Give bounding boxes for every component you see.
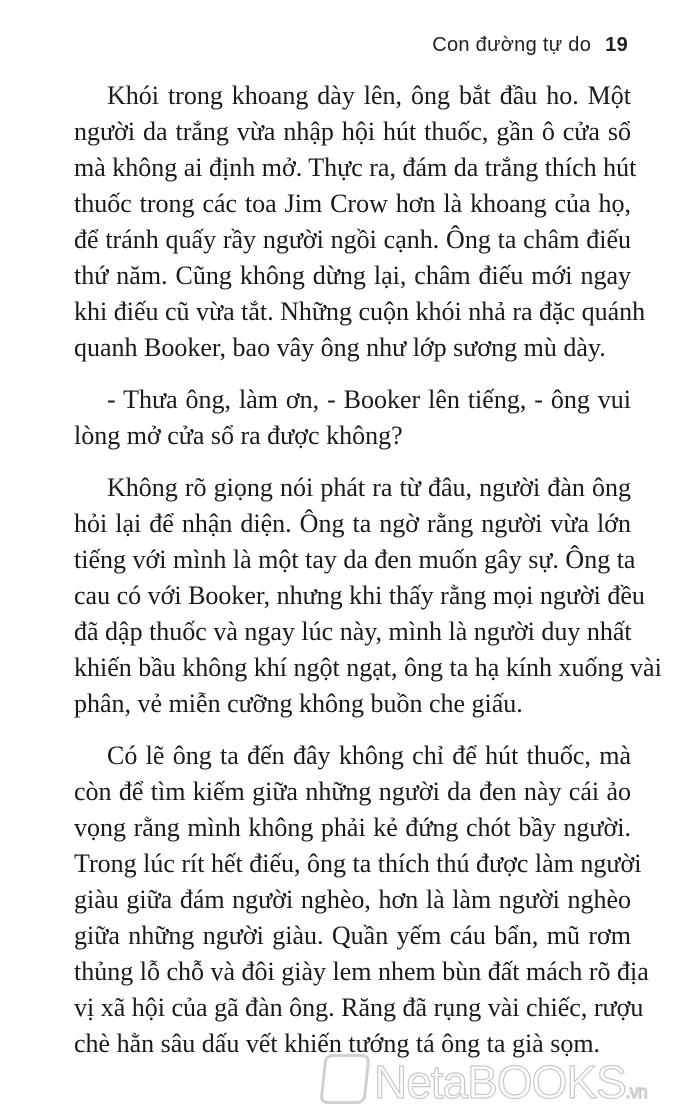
netabooks-logo-icon [319, 1054, 370, 1104]
chapter-title: Con đường tự do [432, 34, 592, 56]
paragraph [74, 382, 631, 454]
text-line: - Thưa ông, làm ơn, - Booker lên tiếng, - ông vui [107, 385, 631, 414]
text-line: cau có với Booker, nhưng khi thấy rằng mọi người đều [74, 581, 645, 610]
text-line: khi điếu cũ vừa tắt. Những cuộn khói nhả ra đặc quánh [74, 297, 646, 326]
running-header [432, 34, 628, 57]
text-line: phân, vẻ miễn cưỡng không buồn che giấu. [74, 689, 523, 718]
text-line: để tránh quấy rầy người ngồi cạnh. Ông ta châm điếu [74, 225, 631, 254]
text-line: vị xã hội của gã đàn ông. Răng đã rụng vài chiếc, rượu [74, 993, 644, 1022]
text-line: hỏi lại để nhận diện. Ông ta ngờ rằng người vừa lớn [74, 509, 631, 538]
watermark [322, 1054, 647, 1109]
text-line: lòng mở cửa sổ ra được không? [74, 421, 403, 450]
text-line: khiến bầu không khí ngột ngạt, ông ta hạ kính xuống vài [74, 653, 662, 682]
text-line: giữa những người giàu. Quần yếm cáu bẩn, mũ rơm [74, 921, 631, 950]
paragraph [74, 738, 649, 1062]
text-line: còn để tìm kiếm giữa những người da đen này cái ảo [74, 777, 631, 806]
page-number: 19 [605, 34, 628, 56]
text-line: quanh Booker, bao vây ông như lớp sương mù dày. [74, 333, 606, 362]
text-line: Khói trong khoang dày lên, ông bắt đầu ho. Một [107, 81, 631, 110]
page-body [74, 78, 662, 1078]
text-line: chè hằn sâu dấu vết khiến tướng tá ông ta già sọm. [74, 1029, 601, 1058]
text-line: Có lẽ ông ta đến đây không chỉ để hút thuốc, mà [107, 741, 631, 770]
watermark-suffix: .vn [625, 1082, 647, 1102]
text-line: vọng rằng mình không phải kẻ đứng chót bầy người. [74, 813, 631, 842]
paragraph [74, 470, 662, 722]
text-line: Trong lúc rít hết điếu, ông ta thích thú được làm người [74, 849, 642, 878]
text-line: thứ năm. Cũng không dừng lại, châm điếu mới ngay [74, 261, 631, 290]
text-line: đã dập thuốc và ngay lúc này, mình là người duy nhất [74, 617, 632, 646]
paragraph [74, 78, 646, 366]
text-line: giàu giữa đám người nghèo, hơn là làm người nghèo [74, 885, 631, 914]
text-line: thủng lỗ chỗ và đôi giày lem nhem bùn đất mách rõ địa [74, 957, 649, 986]
watermark-brand: NetaBOOKS [374, 1056, 626, 1108]
text-line: người da trắng vừa nhập hội hút thuốc, gần ô cửa sổ [74, 117, 631, 146]
text-line: Không rõ giọng nói phát ra từ đâu, người đàn ông [107, 473, 631, 502]
text-line: tiếng với mình là một tay da đen muốn gây sự. Ông ta [74, 545, 636, 574]
text-line: thuốc trong các toa Jim Crow hơn là khoang của họ, [74, 189, 631, 218]
text-line: mà không ai định mở. Thực ra, đám da trắng thích hút [74, 153, 637, 182]
